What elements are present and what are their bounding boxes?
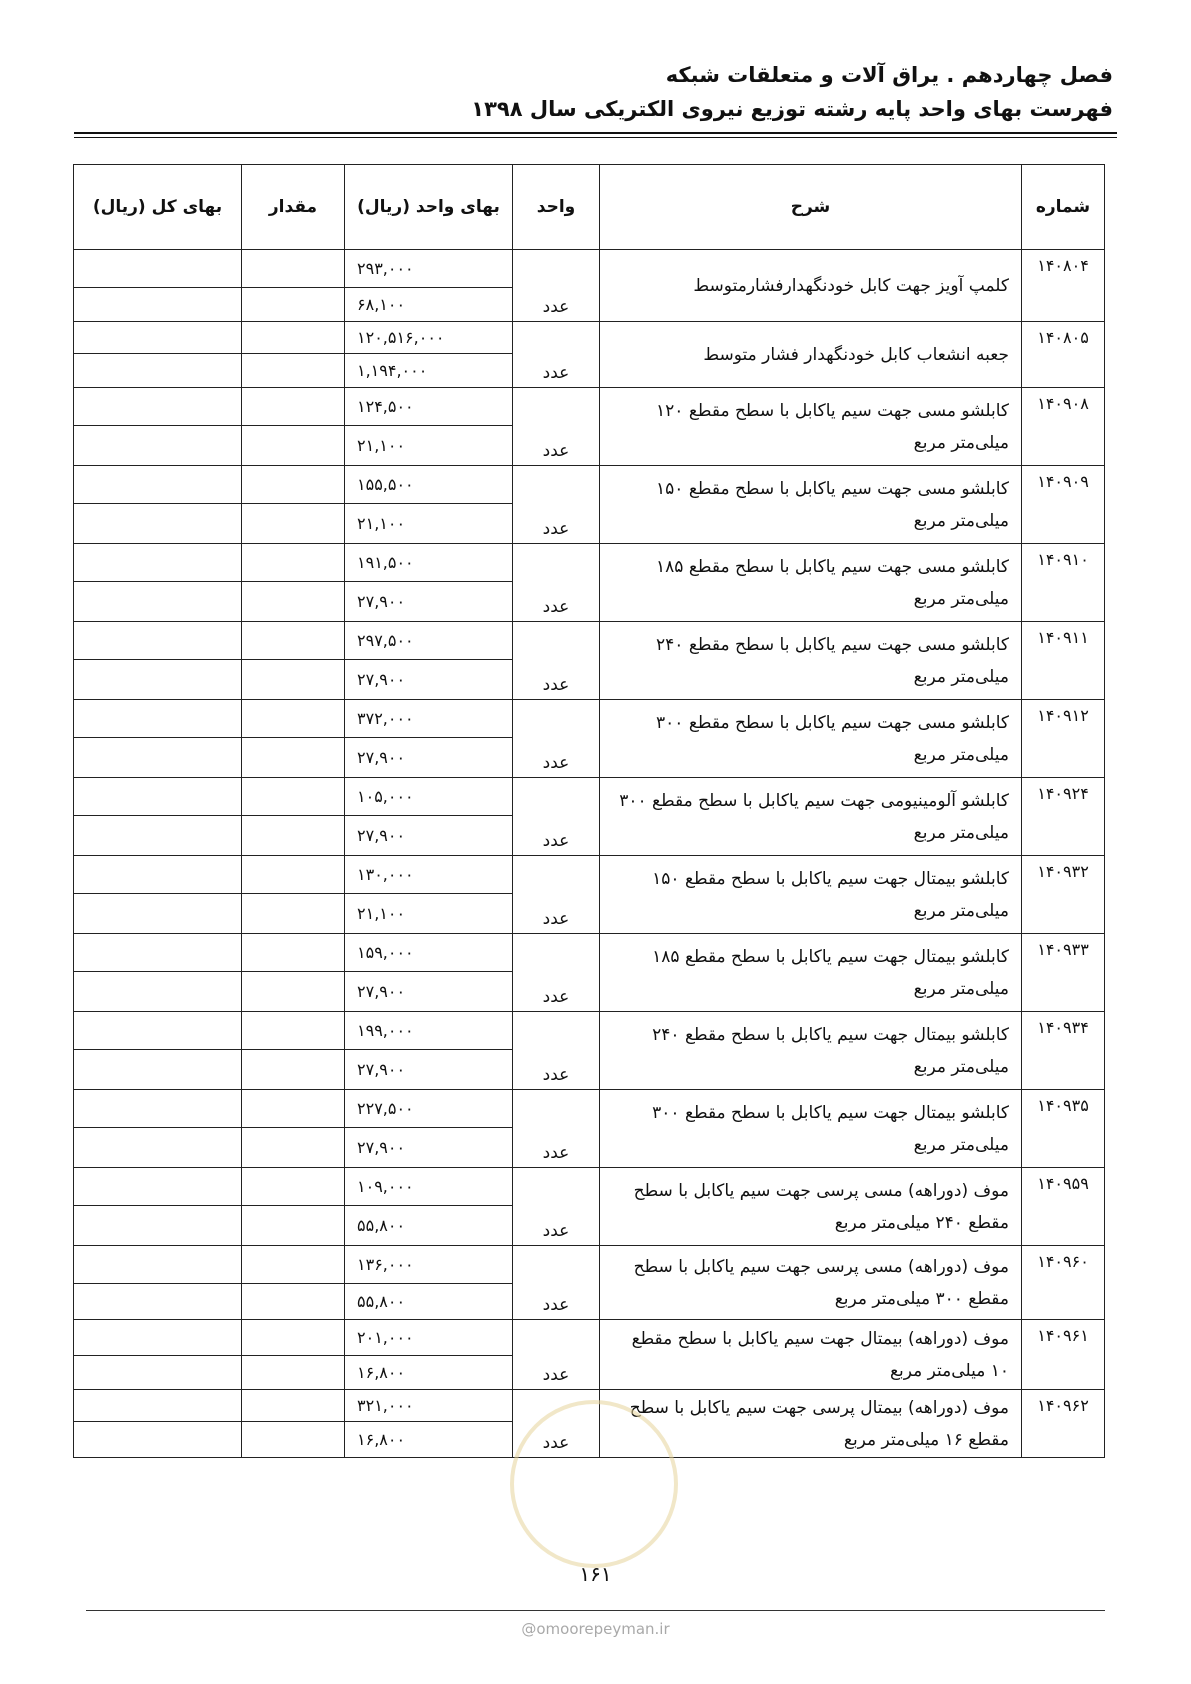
item-description-cell: کابلشو بیمتال جهت سیم یاکابل با سطح مقطع ۱۵۰ میلی‌متر مربع (600, 856, 1022, 934)
item-quantity-cell (242, 816, 345, 856)
item-total-cell (74, 700, 242, 738)
item-total-cell (74, 894, 242, 934)
column-header-unit-price: بهای واحد (ریال) (345, 165, 513, 250)
item-quantity-cell (242, 1206, 345, 1246)
item-code-cell: ۱۴۰۹۳۳ (1022, 934, 1105, 1012)
item-total-cell (74, 1356, 242, 1390)
document-subtitle: فهرست بهای واحد پایه رشته توزیع نیروی الکتریکی سال ۱۳۹۸ (471, 97, 1113, 121)
table-row (74, 1168, 1105, 1206)
item-quantity-cell (242, 504, 345, 544)
item-quantity-cell (242, 1012, 345, 1050)
item-price-secondary: ۲۷,۹۰۰ (345, 660, 513, 700)
item-quantity-cell (242, 582, 345, 622)
item-price-primary: ۱۵۵,۵۰۰ (345, 466, 513, 504)
item-quantity-cell (242, 1050, 345, 1090)
item-price-primary: ۱۹۹,۰۰۰ (345, 1012, 513, 1050)
item-quantity-cell (242, 856, 345, 894)
item-description-cell: کابلشو بیمتال جهت سیم یاکابل با سطح مقطع ۲۴۰ میلی‌متر مربع (600, 1012, 1022, 1090)
item-quantity-cell (242, 700, 345, 738)
table-row (74, 1090, 1105, 1128)
item-total-cell (74, 1320, 242, 1356)
item-quantity-cell (242, 354, 345, 388)
item-quantity-cell (242, 1168, 345, 1206)
item-price-secondary: ۵۵,۸۰۰ (345, 1284, 513, 1320)
item-code-cell: ۱۴۰۹۱۱ (1022, 622, 1105, 700)
item-price-secondary: ۶۸,۱۰۰ (345, 288, 513, 322)
item-unit-cell: عدد (513, 466, 600, 544)
item-price-secondary: ۲۱,۱۰۰ (345, 504, 513, 544)
item-price-primary: ۱۲۰,۵۱۶,۰۰۰ (345, 322, 513, 354)
item-price-primary: ۲۰۱,۰۰۰ (345, 1320, 513, 1356)
item-code-cell: ۱۴۰۹۶۱ (1022, 1320, 1105, 1390)
item-price-secondary: ۱۶,۸۰۰ (345, 1422, 513, 1458)
item-price-primary: ۱۹۱,۵۰۰ (345, 544, 513, 582)
item-code-cell: ۱۴۰۹۳۲ (1022, 856, 1105, 934)
item-price-primary: ۲۲۷,۵۰۰ (345, 1090, 513, 1128)
table-row (74, 1320, 1105, 1356)
item-price-primary: ۱۳۰,۰۰۰ (345, 856, 513, 894)
item-price-primary: ۲۹۳,۰۰۰ (345, 250, 513, 288)
item-unit-cell: عدد (513, 856, 600, 934)
item-quantity-cell (242, 738, 345, 778)
item-total-cell (74, 1422, 242, 1458)
item-description-cell: کابلشو مسی جهت سیم یاکابل با سطح مقطع ۱۸۵ میلی‌متر مربع (600, 544, 1022, 622)
item-code-cell: ۱۴۰۹۵۹ (1022, 1168, 1105, 1246)
item-total-cell (74, 250, 242, 288)
table-row (74, 622, 1105, 660)
column-header-total-price: بهای کل (ریال) (74, 165, 242, 250)
item-total-cell (74, 622, 242, 660)
item-quantity-cell (242, 1356, 345, 1390)
item-price-secondary: ۲۷,۹۰۰ (345, 738, 513, 778)
item-price-secondary: ۲۷,۹۰۰ (345, 582, 513, 622)
item-total-cell (74, 660, 242, 700)
item-price-primary: ۱۳۶,۰۰۰ (345, 1246, 513, 1284)
item-code-cell: ۱۴۰۸۰۵ (1022, 322, 1105, 388)
item-total-cell (74, 322, 242, 354)
item-total-cell (74, 1090, 242, 1128)
item-total-cell (74, 1284, 242, 1320)
item-quantity-cell (242, 1320, 345, 1356)
item-unit-cell: عدد (513, 934, 600, 1012)
chapter-title: فصل چهاردهم . یراق آلات و متعلقات شبکه (665, 63, 1113, 87)
item-total-cell (74, 778, 242, 816)
item-quantity-cell (242, 934, 345, 972)
item-total-cell (74, 388, 242, 426)
item-unit-cell: عدد (513, 1390, 600, 1458)
item-quantity-cell (242, 1422, 345, 1458)
item-code-cell: ۱۴۰۹۳۴ (1022, 1012, 1105, 1090)
column-header-number: شماره (1022, 165, 1105, 250)
item-price-primary: ۳۷۲,۰۰۰ (345, 700, 513, 738)
item-total-cell (74, 426, 242, 466)
item-description-cell: کابلشو مسی جهت سیم یاکابل با سطح مقطع ۱۲۰ میلی‌متر مربع (600, 388, 1022, 466)
footer-divider (86, 1610, 1105, 1611)
item-description-cell: کابلشو آلومینیومی جهت سیم یاکابل با سطح مقطع ۳۰۰ میلی‌متر مربع (600, 778, 1022, 856)
item-quantity-cell (242, 250, 345, 288)
item-quantity-cell (242, 894, 345, 934)
item-quantity-cell (242, 466, 345, 504)
item-quantity-cell (242, 544, 345, 582)
item-description-cell: کلمپ آویز جهت کابل خودنگهدارفشارمتوسط (600, 250, 1022, 322)
item-quantity-cell (242, 426, 345, 466)
item-unit-cell: عدد (513, 1246, 600, 1320)
page-number: ۱۶۱ (579, 1562, 612, 1586)
item-price-primary: ۳۲۱,۰۰۰ (345, 1390, 513, 1422)
item-total-cell (74, 466, 242, 504)
item-price-primary: ۱۰۵,۰۰۰ (345, 778, 513, 816)
item-price-secondary: ۱,۱۹۴,۰۰۰ (345, 354, 513, 388)
column-header-quantity: مقدار (242, 165, 345, 250)
item-total-cell (74, 504, 242, 544)
price-table (73, 164, 1105, 1458)
item-unit-cell: عدد (513, 700, 600, 778)
item-total-cell (74, 288, 242, 322)
item-code-cell: ۱۴۰۹۱۰ (1022, 544, 1105, 622)
item-price-secondary: ۲۷,۹۰۰ (345, 1050, 513, 1090)
item-price-secondary: ۲۱,۱۰۰ (345, 894, 513, 934)
item-unit-cell: عدد (513, 622, 600, 700)
item-price-primary: ۱۲۴,۵۰۰ (345, 388, 513, 426)
item-total-cell (74, 1246, 242, 1284)
table-row (74, 388, 1105, 426)
item-quantity-cell (242, 1284, 345, 1320)
item-description-cell: موف (دوراهه) مسی پرسی جهت سیم یاکابل با سطح مقطع ۲۴۰ میلی‌متر مربع (600, 1168, 1022, 1246)
item-unit-cell: عدد (513, 322, 600, 388)
item-code-cell: ۱۴۰۸۰۴ (1022, 250, 1105, 322)
item-quantity-cell (242, 322, 345, 354)
item-quantity-cell (242, 972, 345, 1012)
item-total-cell (74, 1012, 242, 1050)
table-row (74, 322, 1105, 354)
item-total-cell (74, 934, 242, 972)
item-price-primary: ۱۵۹,۰۰۰ (345, 934, 513, 972)
header-divider-thin (74, 137, 1117, 138)
item-code-cell: ۱۴۰۹۶۰ (1022, 1246, 1105, 1320)
item-quantity-cell (242, 1246, 345, 1284)
table-row (74, 856, 1105, 894)
item-price-primary: ۱۰۹,۰۰۰ (345, 1168, 513, 1206)
table-row (74, 544, 1105, 582)
item-quantity-cell (242, 288, 345, 322)
item-total-cell (74, 1168, 242, 1206)
item-price-primary: ۲۹۷,۵۰۰ (345, 622, 513, 660)
item-code-cell: ۱۴۰۹۳۵ (1022, 1090, 1105, 1168)
item-description-cell: کابلشو مسی جهت سیم یاکابل با سطح مقطع ۲۴۰ میلی‌متر مربع (600, 622, 1022, 700)
item-total-cell (74, 1390, 242, 1422)
page-header (78, 58, 1113, 126)
item-description-cell: کابلشو بیمتال جهت سیم یاکابل با سطح مقطع ۱۸۵ میلی‌متر مربع (600, 934, 1022, 1012)
item-quantity-cell (242, 778, 345, 816)
item-price-secondary: ۲۱,۱۰۰ (345, 426, 513, 466)
column-header-description: شرح (600, 165, 1022, 250)
item-total-cell (74, 972, 242, 1012)
item-description-cell: موف (دوراهه) بیمتال پرسی جهت سیم یاکابل با سطح مقطع ۱۶ میلی‌متر مربع (600, 1390, 1022, 1458)
item-quantity-cell (242, 388, 345, 426)
item-unit-cell: عدد (513, 388, 600, 466)
item-total-cell (74, 856, 242, 894)
header-divider (74, 132, 1117, 134)
column-header-unit: واحد (513, 165, 600, 250)
table-row (74, 1246, 1105, 1284)
item-quantity-cell (242, 1128, 345, 1168)
table-row (74, 1390, 1105, 1422)
table-row (74, 700, 1105, 738)
item-total-cell (74, 544, 242, 582)
item-description-cell: کابلشو مسی جهت سیم یاکابل با سطح مقطع ۱۵۰ میلی‌متر مربع (600, 466, 1022, 544)
item-code-cell: ۱۴۰۹۱۲ (1022, 700, 1105, 778)
item-description-cell: کابلشو بیمتال جهت سیم یاکابل با سطح مقطع ۳۰۰ میلی‌متر مربع (600, 1090, 1022, 1168)
item-price-secondary: ۱۶,۸۰۰ (345, 1356, 513, 1390)
item-price-secondary: ۲۷,۹۰۰ (345, 816, 513, 856)
item-code-cell: ۱۴۰۹۰۹ (1022, 466, 1105, 544)
item-unit-cell: عدد (513, 1012, 600, 1090)
item-code-cell: ۱۴۰۹۶۲ (1022, 1390, 1105, 1458)
item-unit-cell: عدد (513, 544, 600, 622)
table-row (74, 250, 1105, 288)
item-unit-cell: عدد (513, 1320, 600, 1390)
item-unit-cell: عدد (513, 778, 600, 856)
item-code-cell: ۱۴۰۹۰۸ (1022, 388, 1105, 466)
table-row (74, 778, 1105, 816)
item-total-cell (74, 354, 242, 388)
item-total-cell (74, 1050, 242, 1090)
table-row (74, 466, 1105, 504)
item-description-cell: موف (دوراهه) مسی پرسی جهت سیم یاکابل با سطح مقطع ۳۰۰ میلی‌متر مربع (600, 1246, 1022, 1320)
item-total-cell (74, 1206, 242, 1246)
item-total-cell (74, 738, 242, 778)
item-unit-cell: عدد (513, 1168, 600, 1246)
table-row (74, 934, 1105, 972)
item-price-secondary: ۲۷,۹۰۰ (345, 972, 513, 1012)
item-price-secondary: ۵۵,۸۰۰ (345, 1206, 513, 1246)
watermark-site: @omoorepeyman.ir (521, 1620, 670, 1638)
item-description-cell: جعبه انشعاب کابل خودنگهدار فشار متوسط (600, 322, 1022, 388)
item-price-secondary: ۲۷,۹۰۰ (345, 1128, 513, 1168)
item-code-cell: ۱۴۰۹۲۴ (1022, 778, 1105, 856)
item-total-cell (74, 1128, 242, 1168)
item-unit-cell: عدد (513, 1090, 600, 1168)
table-row (74, 1012, 1105, 1050)
item-quantity-cell (242, 1090, 345, 1128)
item-quantity-cell (242, 1390, 345, 1422)
item-total-cell (74, 816, 242, 856)
item-description-cell: موف (دوراهه) بیمتال جهت سیم یاکابل با سطح مقطع ۱۰ میلی‌متر مربع (600, 1320, 1022, 1390)
item-total-cell (74, 582, 242, 622)
item-quantity-cell (242, 622, 345, 660)
item-unit-cell: عدد (513, 250, 600, 322)
item-quantity-cell (242, 660, 345, 700)
item-description-cell: کابلشو مسی جهت سیم یاکابل با سطح مقطع ۳۰۰ میلی‌متر مربع (600, 700, 1022, 778)
table-header-row (74, 165, 1105, 250)
